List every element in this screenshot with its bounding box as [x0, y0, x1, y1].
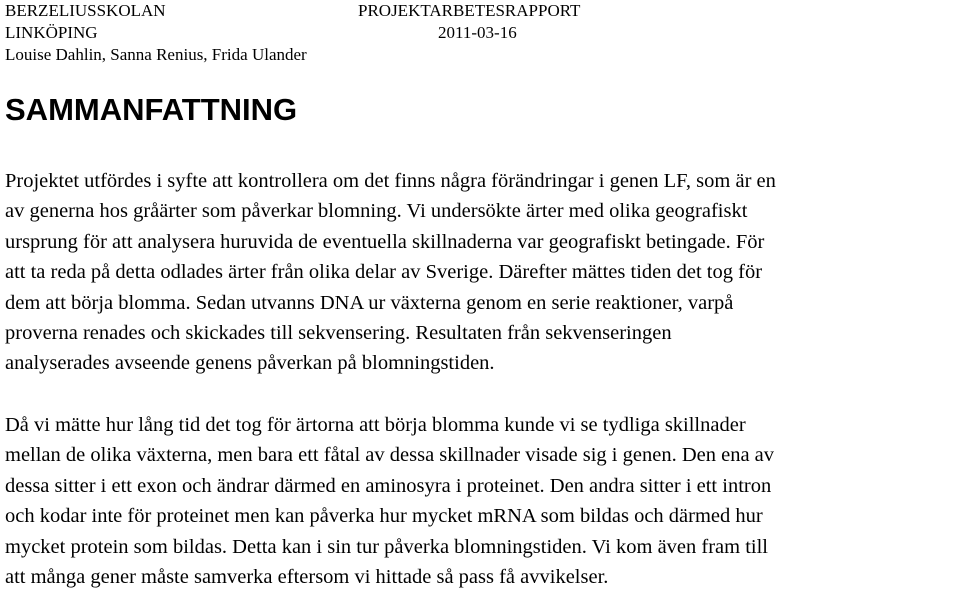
report-type: PROJEKTARBETESRAPPORT [358, 1, 581, 20]
section-title: SAMMANFATTNING [5, 92, 298, 127]
paragraph-line: mellan de olika växterna, men bara ett fåtal av dessa skillnader visade sig i genen. Den ena av [5, 444, 775, 467]
header-row-2 [5, 22, 955, 44]
header-row-3 [5, 44, 955, 66]
paragraph-2 [5, 410, 954, 592]
paragraph-line: av generna hos gråärter som påverkar blomning. Vi undersökte ärter med olika geografiskt [5, 200, 748, 223]
city-name: LINKÖPING [5, 23, 98, 42]
paragraph-line: dem att börja blomma. Sedan utvanns DNA ur växterna genom en serie reaktioner, varpå [5, 291, 734, 314]
paragraph-line: proverna renades och skickades till sekvensering. Resultaten från sekvenseringen [5, 322, 672, 345]
paragraph-line: mycket protein som bildas. Detta kan i sin tur påverka blomningstiden. Vi kom även fram till [5, 535, 769, 558]
paragraph-line: analyserades avseende genens påverkan på blomningstiden. [5, 352, 495, 375]
paragraph-line: dessa sitter i ett exon och ändrar därmed en aminosyra i proteinet. Den andra sitter i ett intron [5, 474, 772, 497]
paragraph-line: att ta reda på detta odlades ärter från olika delar av Sverige. Därefter mättes tiden det tog för [5, 261, 763, 284]
paragraph-line: ursprung för att analysera huruvida de eventuella skillnaderna var geografiskt betingade. För [5, 230, 765, 253]
paragraph-line: Projektet utfördes i syfte att kontrollera om det finns några förändringar i genen LF, som är en [5, 170, 776, 192]
author-names: Louise Dahlin, Sanna Renius, Frida Ulander [5, 45, 307, 64]
report-date: 2011-03-16 [438, 23, 517, 42]
paragraph-line: att många gener måste samverka eftersom vi hittade så pass få avvikelser. [5, 566, 609, 589]
paragraph-1 [5, 166, 954, 379]
paragraph-line: Då vi mätte hur lång tid det tog för ärtorna att börja blomma kunde vi se tydliga skillnader [5, 414, 746, 436]
header-row-1 [5, 0, 955, 22]
school-name: BERZELIUSSKOLAN [5, 1, 166, 20]
page-header [5, 0, 955, 66]
paragraph-line: och kodar inte för proteinet men kan påverka hur mycket mRNA som bildas och därmed hur [5, 505, 763, 528]
